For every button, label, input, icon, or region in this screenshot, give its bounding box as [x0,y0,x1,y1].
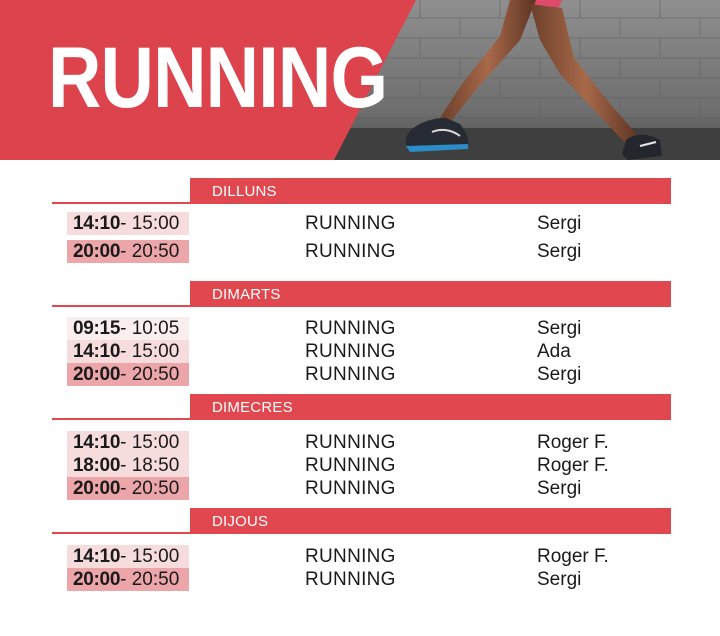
day-header [190,508,671,534]
end-time: - 10:05 [120,318,180,339]
end-time: - 20:50 [120,478,180,499]
trainer-name: Roger F. [537,546,609,567]
time-slot [67,340,189,363]
end-time: - 20:50 [120,364,180,385]
time-range [73,478,179,500]
trainer-name: Sergi [537,364,582,385]
activity-name: RUNNING [305,569,396,590]
trainer-name: Sergi [537,213,582,234]
page-title: RUNNING [48,30,388,126]
activity-name: RUNNING [305,364,396,385]
time-slot [67,212,189,235]
start-time: 18:00 [73,455,121,476]
time-slot [67,363,189,386]
time-range [73,318,179,340]
activity-name: RUNNING [305,478,396,499]
schedule-row [0,568,720,591]
start-time: 14:10 [73,546,121,567]
time-slot [67,240,189,263]
schedule-row [0,340,720,363]
start-time: 20:00 [73,478,121,499]
start-time: 14:10 [73,432,121,453]
schedule-row [0,477,720,500]
trainer-name: Ada [537,341,571,362]
end-time: - 15:00 [120,546,180,567]
day-header [190,281,671,307]
activity-name: RUNNING [305,241,396,262]
day-label: DIMARTS [212,286,281,303]
day-label: DIJOUS [212,513,269,530]
schedule-row [0,240,720,263]
activity-name: RUNNING [305,455,396,476]
day-header [190,394,671,420]
schedule-row [0,212,720,235]
schedule-row [0,317,720,340]
trainer-name: Sergi [537,569,582,590]
activity-name: RUNNING [305,318,396,339]
time-range [73,213,179,235]
time-range [73,546,179,568]
end-time: - 15:00 [120,432,180,453]
activity-name: RUNNING [305,341,396,362]
time-slot [67,431,189,454]
time-range [73,569,179,591]
schedule-row [0,545,720,568]
time-slot [67,545,189,568]
activity-name: RUNNING [305,213,396,234]
time-range [73,364,179,386]
end-time: - 20:50 [120,569,180,590]
trainer-name: Sergi [537,478,582,499]
schedule-row [0,363,720,386]
end-time: - 18:50 [120,455,180,476]
start-time: 20:00 [73,569,121,590]
time-range [73,341,179,363]
start-time: 20:00 [73,364,121,385]
time-range [73,432,179,454]
end-time: - 15:00 [120,213,180,234]
start-time: 09:15 [73,318,121,339]
start-time: 14:10 [73,341,121,362]
day-label: DILLUNS [212,183,277,200]
time-range [73,455,179,477]
end-time: - 15:00 [120,341,180,362]
activity-name: RUNNING [305,546,396,567]
trainer-name: Sergi [537,241,582,262]
start-time: 14:10 [73,213,121,234]
time-slot [67,454,189,477]
day-header [190,178,671,204]
activity-name: RUNNING [305,432,396,453]
header-banner [0,0,720,160]
day-label: DIMECRES [212,399,293,416]
schedule-row [0,431,720,454]
start-time: 20:00 [73,241,121,262]
end-time: - 20:50 [120,241,180,262]
time-slot [67,477,189,500]
time-slot [67,568,189,591]
trainer-name: Sergi [537,318,582,339]
time-slot [67,317,189,340]
schedule-row [0,454,720,477]
trainer-name: Roger F. [537,455,609,476]
time-range [73,241,179,263]
trainer-name: Roger F. [537,432,609,453]
